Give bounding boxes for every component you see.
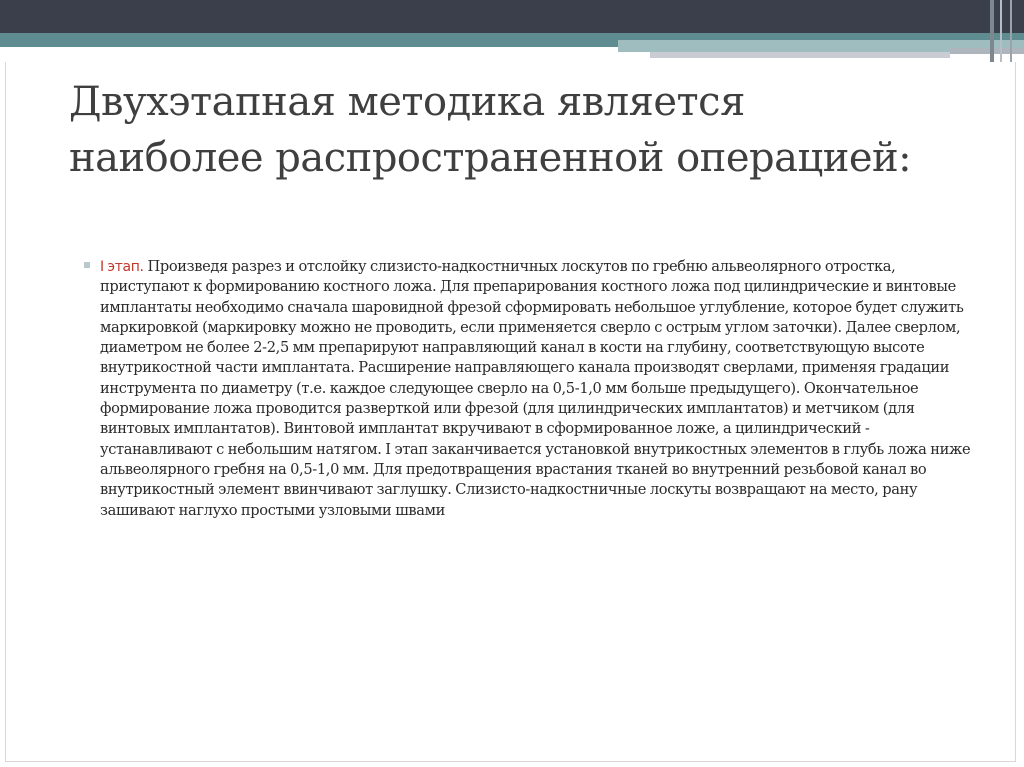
slide-title: Двухэтапная методика является наиболее распространенной операцией: (69, 79, 912, 181)
header-bar-gray (650, 52, 950, 58)
header-bar-dark (0, 0, 1024, 33)
bullet-marker (84, 262, 90, 268)
header-vertical-stripe-light (1000, 0, 1002, 62)
header-bar-gray-accent (950, 48, 1024, 54)
slide-body-paragraph (100, 257, 980, 521)
header-vertical-stripe (990, 0, 994, 62)
body-text: Произведя разрез и отслойку слизисто-надкостничных лоскутов по гребню альвеолярного отростка, приступают к формированию костного ложа. Для препарирования костного ложа под цилиндрические и винтовые имплантаты необходимо сначала шаровидной фрезой сформировать небольшое углубление, которое будет служить маркировкой (маркировку можно не проводить, если применяется сверло с острым углом заточки). Далее сверлом, диаметром не более 2-2,5 мм препарируют направляющий канал в кости на глубину, соответствующую высоте внутрикостной части имплантата. Расширение направляющего канала производят сверлами, применяя градации инструмента по диаметру (т.е. каждое следующее сверло на 0,5-1,0 мм больше предыдущего). Окончательное формирование ложа проводится разверткой или фрезой (для цилиндрических имплантатов) и метчиком (для винтовых имплантатов). Винтовой имплантат вкручивают в сформированное ложе, а цилиндрический - устанавливают с небольшим натягом. I этап заканчивается установкой внутрикостных элементов в глубь ложа ниже альвеолярного гребня на 0,5-1,0 мм. Для предотвращения врастания тканей во внутренний резьбовой канал во внутрикостный элемент ввинчивают заглушку. Слизисто-надкостничные лоскуты возвращают на место, рану зашивают наглухо простыми узловыми швами (100, 258, 971, 519)
header-vertical-stripe-thin (1010, 0, 1012, 62)
stage-label: I этап. (100, 259, 144, 275)
